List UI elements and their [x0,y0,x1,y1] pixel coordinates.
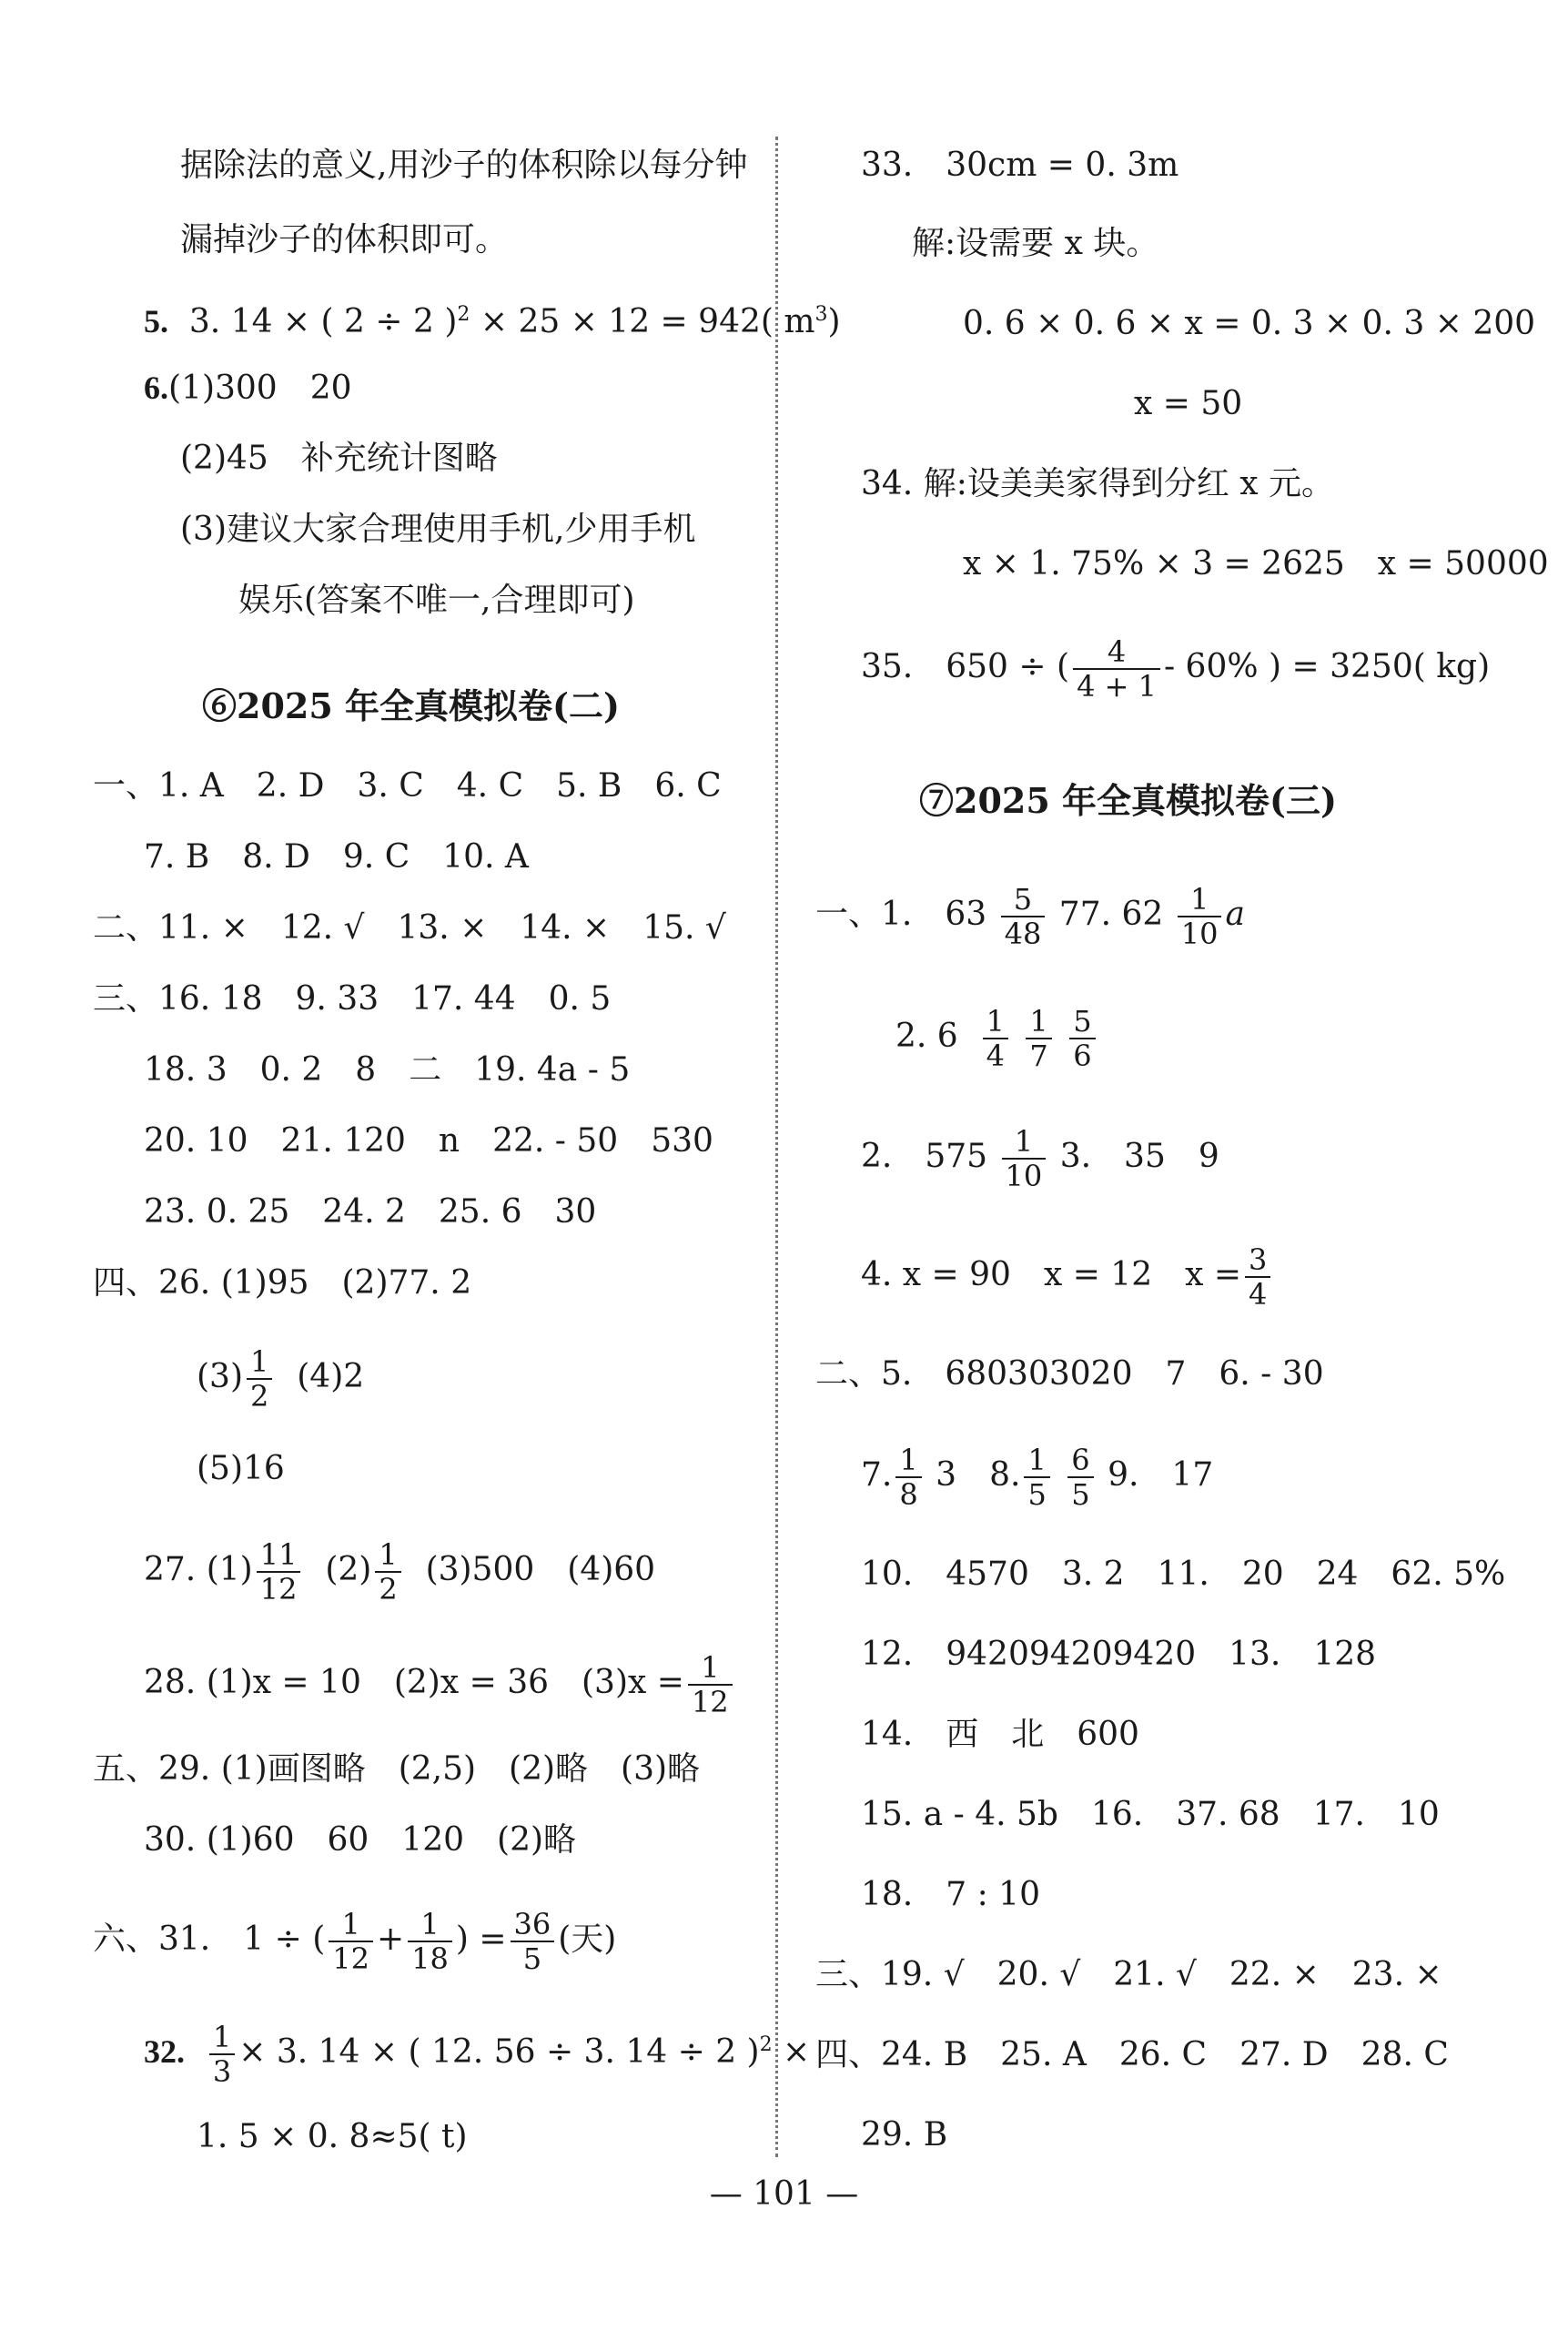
answer-row: 18. 3 0. 2 8 二 19. 4a - 5 [144,1051,631,1089]
answer-row: 三、16. 18 9. 33 17. 44 0. 5 [93,980,612,1018]
fraction: $\frac{1}{3}$ [209,2021,235,2088]
fraction: $\frac{1}{10}$ [1178,883,1222,950]
answer-row: (3) $\frac{1}{2}$ (4)2 [197,1344,365,1414]
answer-row: 三、19. √ 20. √ 21. √ 22. × 23. × [815,1956,1442,1993]
section-title: ⑥2025 年全真模拟卷(二) [202,685,620,726]
answer-27: 27. (1) $\frac{11}{12}$ (2) $\frac{1}{2}$ (3)500 (4)60 [144,1537,656,1606]
equation: x × 1. 75% × 3 = 2625 x = 50000 [963,545,1549,583]
page-number: — 101 — [709,2175,859,2213]
fraction: $\frac{1}{8}$ [895,1444,921,1511]
answer-row: 一、1. A 2. D 3. C 4. C 5. B 6. C [93,767,722,805]
answer-row: 23. 0. 25 24. 2 25. 6 30 [144,1193,597,1231]
fraction: $\frac{1}{5}$ [1024,1444,1049,1511]
fraction: $\frac{1}{2}$ [375,1538,400,1606]
answer-row: 18. 7 : 10 [861,1876,1040,1913]
answer-row: 7. B 8. D 9. C 10. A [144,838,529,876]
fraction: $\frac{11}{12}$ [257,1538,301,1606]
answer-5: 5. 3. 14 × ( 2 ÷ 2 )$^2$ × 25 × 12 = 942( $m^3$) [144,303,841,340]
answer-row: 2. 575 $\frac{1}{10}$ 3. 35 9 [861,1124,1219,1193]
answer-row: 二、11. × 12. √ 13. × 14. × 15. √ [93,909,726,947]
text-line: (3)建议大家合理使用手机,少用手机 [180,511,696,548]
fraction: $\frac{1}{12}$ [329,1908,373,1975]
answer-row: 10. 4570 3. 2 11. 20 24 62. 5% [861,1556,1506,1593]
fraction: $\frac{1}{2}$ [247,1345,272,1413]
equation: 0. 6 × 0. 6 × x = 0. 3 × 0. 3 × 200 [963,305,1536,342]
answer-row: 4. x = 90 x = 12 x = $\frac{3}{4}$ [861,1243,1274,1311]
answer-row: 1. 5 × 0. 8≈5( t) [197,2118,468,2155]
answer-row: 四、26. (1)95 (2)77. 2 [93,1264,472,1302]
fraction: $\frac{1}{10}$ [1002,1125,1047,1192]
text-line: 解:设需要 x 块。 [912,225,1159,262]
fraction: $\frac{36}{5}$ [511,1908,555,1975]
answer-row: 14. 西 北 600 [861,1716,1139,1753]
fraction: $\frac{3}{4}$ [1245,1243,1270,1311]
answer-35: 35. 650 ÷ ( $\frac{4}{4 + 1}$ - 60% ) = 3250( kg) [861,634,1491,704]
equation: x = 50 [1134,385,1243,422]
answer-row: 2. 6 $\frac{1}{4}$ $\frac{1}{7}$ $\frac{5}{6}$ [895,1005,1099,1072]
answer-row: 五、29. (1)画图略 (2,5) (2)略 (3)略 [93,1750,701,1788]
text-line: (2)45 补充统计图略 [180,440,498,477]
answer-33: 33. 30cm = 0. 3m [861,147,1179,184]
answer-34: 34. 解:设美美家得到分红 x 元。 [861,465,1335,502]
section-title: ⑦2025 年全真模拟卷(三) [919,780,1337,821]
fraction: $\frac{5}{6}$ [1069,1005,1095,1072]
answer-row: 15. a - 4. 5b 16. 37. 68 17. 10 [861,1796,1440,1833]
answer-row: 12. 942094209420 13. 128 [861,1636,1377,1673]
answer-row: (5)16 [197,1450,285,1487]
fraction: $\frac{5}{48}$ [1001,883,1046,950]
text-line: 据除法的意义,用沙子的体积除以每分钟 [180,147,748,184]
fraction: $\frac{4}{4 + 1}$ [1073,635,1160,703]
fraction: $\frac{6}{5}$ [1067,1444,1093,1511]
text-line: 娱乐(答案不唯一,合理即可) [238,582,635,619]
text-line: 漏掉沙子的体积即可。 [180,221,509,258]
answer-row: 20. 10 21. 120 n 22. - 50 530 [144,1122,713,1160]
answer-6: 6.(1)300 20 [144,370,352,407]
answer-31: 六、31. 1 ÷ ( $\frac{1}{12}$ + $\frac{1}{18}$ ) = $\frac{36}{5}$ (天) [93,1907,617,1976]
answer-row: 29. B [861,2116,948,2154]
answer-row: 30. (1)60 60 120 (2)略 [144,1821,577,1859]
fraction: $\frac{1}{4}$ [983,1005,1008,1072]
answer-row: 一、1. 63 $\frac{5}{48}$ 77. 62 $\frac{1}{10}$ a [815,882,1245,951]
answer-row: 四、24. B 25. A 26. C 27. D 28. C [815,2036,1449,2073]
column-divider [775,137,778,2157]
answer-32: 32. $\frac{1}{3}$ × 3. 14 × ( 12. 56 ÷ 3. 14 ÷ 2 )$^2$ × [144,2020,811,2089]
answer-row: 7. $\frac{1}{8}$ 3 8. $\frac{1}{5}$ $\frac{6}{5}$ 9. 17 [861,1443,1214,1512]
answer-28: 28. (1)x = 10 (2)x = 36 (3)x = $\frac{1}{12}$ [144,1651,736,1718]
fraction: $\frac{1}{7}$ [1026,1005,1051,1072]
answer-row: 二、5. 680303020 7 6. - 30 [815,1355,1324,1393]
fraction: $\frac{1}{12}$ [688,1651,733,1718]
fraction: $\frac{1}{18}$ [408,1908,452,1975]
